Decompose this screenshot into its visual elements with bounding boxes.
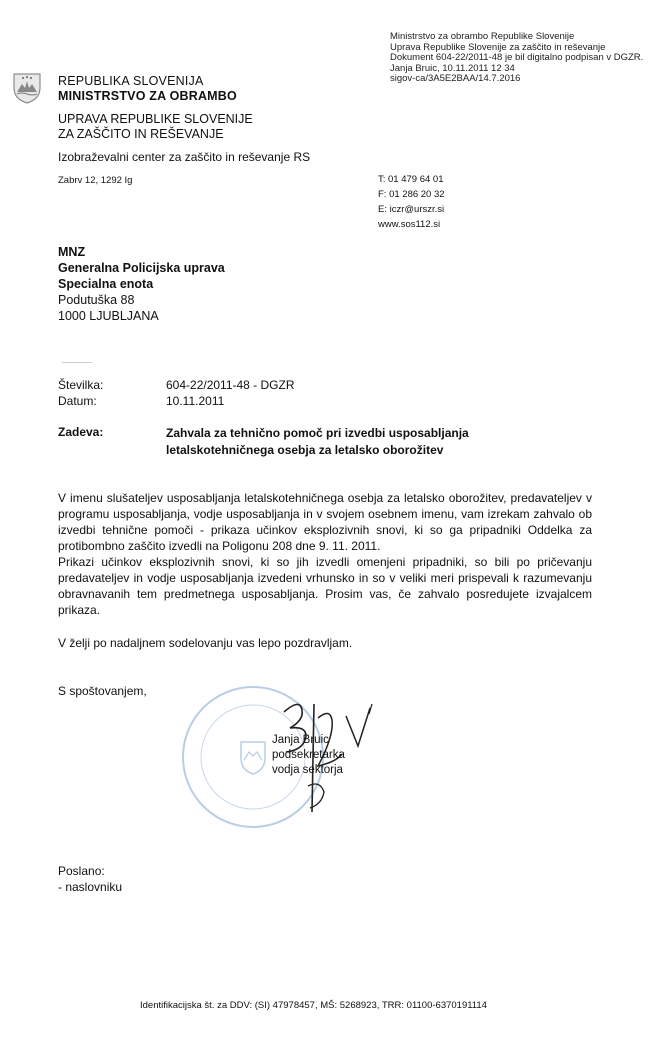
contact-phone: T: 01 479 64 01 — [378, 174, 444, 185]
ministry-name: MINISTRSTVO ZA OBRAMBO — [58, 89, 237, 103]
center-name: Izobraževalni center za zaščito in reševanje RS — [58, 150, 311, 164]
signer-block — [272, 733, 345, 778]
recipient-line1: MNZ — [58, 245, 86, 259]
subject-line1: Zahvala za tehnično pomoč pri izvedbi usposabljanja — [166, 426, 469, 440]
administration-line1: UPRAVA REPUBLIKE SLOVENIJE — [58, 112, 253, 126]
signature-line-administration: Uprava Republike Slovenije za zaščito in reševanje — [390, 41, 606, 53]
subject-text — [166, 425, 469, 459]
contact-fax: F: 01 286 20 32 — [378, 189, 445, 200]
sender-address: Zabrv 12, 1292 Ig — [58, 175, 133, 186]
digital-signature-block — [390, 32, 643, 85]
signature-line-cert: sigov-ca/3A5E2BAA/14.7.2016 — [390, 73, 521, 84]
date-label: Datum: — [58, 394, 97, 408]
contact-block — [378, 172, 445, 232]
date-value: 10.11.2011 — [166, 394, 225, 408]
footer-registration: Identifikacijska št. za DDV: (SI) 47978457, MŠ: 5268923, TRR: 01100-6370191114 — [140, 1000, 487, 1011]
signer-title2: vodja sektorja — [272, 764, 343, 776]
recipient-line4: Podutuška 88 — [58, 293, 135, 307]
signature-line-document: Dokument 604-22/2011-48 je bil digitalno podpisan v DGZR. — [390, 52, 644, 63]
contact-email: E: iczr@urszr.si — [378, 204, 445, 215]
body-paragraph-1: V imenu slušateljev usposabljanja letalskotehničnega osebja za letalsko oborožitev, predavateljev v programu usposabljanja, vodje usposabljanja in v svojem osebnem imenu, vam izrekam zahvalo ob izvedbi tehnične pomoči - prikaza učinkov eksplozivnih snovi, ki so ga pripadniki Oddelka za protibombno zaščito izvedli na Poligonu 208 dne 9. 11. 2011. — [58, 491, 592, 553]
recipient-line2: Generalna Policijska uprava — [58, 261, 225, 275]
country-name: REPUBLIKA SLOVENIJA — [58, 74, 204, 88]
recipient-block — [58, 244, 225, 324]
subject-line2: letalskotehničnega osebja za letalsko oborožitev — [166, 443, 444, 457]
signer-name: Janja Bruic — [272, 734, 329, 746]
closing-line: V želji po nadaljnem sodelovanju vas lepo pozdravljam. — [58, 636, 353, 650]
meta-values — [166, 377, 295, 409]
distribution-value: - naslovniku — [58, 880, 123, 894]
contact-web: www.sos112.si — [378, 219, 441, 230]
distribution-label: Poslano: — [58, 864, 105, 878]
number-label: Številka: — [58, 378, 104, 392]
signature-line-signer: Janja Bruic, 10.11.2011 12 34 — [390, 62, 515, 74]
recipient-line5: 1000 LJUBLJANA — [58, 309, 159, 323]
letter-body — [58, 490, 592, 618]
coat-of-arms-icon — [12, 72, 42, 104]
recipient-line3: Specialna enota — [58, 277, 154, 291]
regards-line: S spoštovanjem, — [58, 684, 147, 698]
signer-title1: podsekretarka — [272, 749, 345, 761]
subject-label: Zadeva: — [58, 425, 104, 439]
number-value: 604-22/2011-48 - DGZR — [166, 378, 295, 392]
signature-line-ministry: Ministrstvo za obrambo Republike Slovenije — [390, 31, 575, 42]
body-paragraph-2: Prikazi učinkov eksplozivnih snovi, ki so jih izvedli omenjeni pripadniki, so bili po pričevanju predavateljev in vodje usposabljanja izvedeni vrhunsko in so v veliki meri prispevali k razumevanju obravnavanih tem predmetnega usposabljanja. Prosim vas, če zahvalo posredujete izvajalcem prikaza. — [58, 555, 592, 617]
meta-labels — [58, 377, 103, 409]
divider — [62, 362, 92, 363]
administration-line2: ZA ZAŠČITO IN REŠEVANJE — [58, 127, 224, 141]
